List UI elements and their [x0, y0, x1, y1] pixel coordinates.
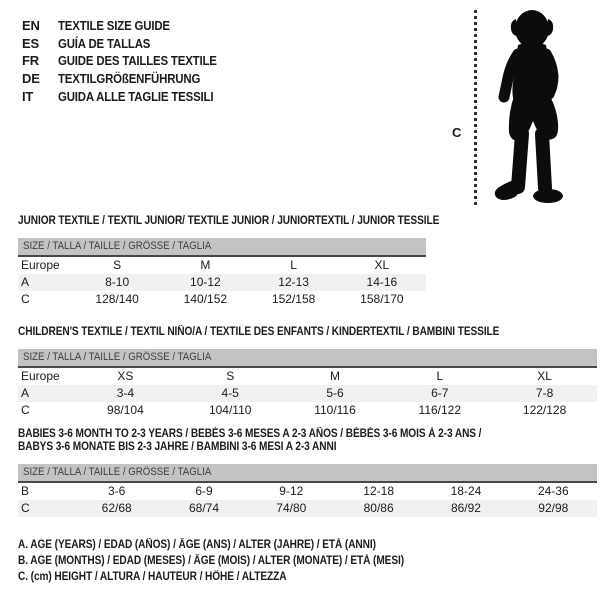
- table-title: [18, 215, 440, 228]
- size-header-bar-text: SIZE / TALLA / TAILLE / GRÖSSE / TAGLIA: [23, 351, 212, 363]
- size-cell: 80/86: [363, 501, 394, 515]
- language-row: [22, 70, 238, 88]
- language-code: EN: [22, 18, 40, 34]
- size-cell: 116/122: [418, 403, 462, 417]
- size-cell: 110/116: [314, 403, 356, 417]
- guide-title: GUIDA ALLE TAGLIE TESSILI: [58, 88, 214, 104]
- row-label: C: [21, 501, 30, 515]
- table-row: [18, 385, 597, 402]
- size-table-children: [18, 326, 597, 419]
- language-code: DE: [22, 71, 40, 87]
- size-cell: S: [113, 258, 122, 272]
- language-row: [22, 87, 238, 105]
- language-row: [22, 17, 238, 35]
- size-cell: 10-12: [190, 275, 221, 289]
- size-table: [18, 238, 426, 308]
- size-cell: 3-6: [107, 484, 126, 498]
- size-cell: 68/74: [188, 501, 219, 515]
- size-cell: 122/128: [522, 403, 567, 417]
- guide-title: GUIDE DES TAILLES TEXTILE: [58, 53, 217, 69]
- table-row: [18, 483, 597, 500]
- size-table-junior: [18, 215, 440, 308]
- size-cell: 9-12: [279, 484, 304, 498]
- size-table: [18, 464, 597, 517]
- size-table: [18, 349, 597, 419]
- size-cell: M: [200, 258, 211, 272]
- size-cell: 158/170: [360, 292, 404, 306]
- toddler-silhouette-icon: [487, 6, 579, 210]
- size-cell: 14-16: [366, 275, 398, 289]
- table-row: [18, 368, 597, 385]
- size-cell: 7-8: [535, 386, 554, 400]
- table-row: [18, 291, 426, 308]
- table-row: [18, 257, 426, 274]
- size-cell: XL: [537, 369, 552, 383]
- size-header-bar: [18, 349, 597, 368]
- row-label: A: [21, 386, 30, 400]
- language-title-block: [22, 17, 238, 105]
- table-row: [18, 402, 597, 419]
- size-cell: 8-10: [105, 275, 130, 289]
- table-title: [18, 428, 597, 441]
- language-code: ES: [22, 35, 39, 51]
- row-label: Europe: [21, 258, 60, 272]
- size-cell: 18-24: [450, 484, 482, 498]
- row-label: A: [21, 275, 30, 289]
- table-title: [18, 441, 597, 454]
- size-table-babies: [18, 428, 597, 517]
- size-cell: 152/158: [271, 292, 316, 306]
- row-label: C: [21, 403, 30, 417]
- size-cell: 24-36: [537, 484, 569, 498]
- footnote-b: B. AGE (MONTHS) / EDAD (MESES) / ÂGE (MOIS) / ALTER (MONATE) / ETÀ (MESI): [18, 555, 405, 567]
- language-code: IT: [22, 88, 34, 104]
- language-row: [22, 52, 238, 70]
- size-cell: 74/80: [276, 501, 307, 515]
- size-header-bar-text: SIZE / TALLA / TAILLE / GRÖSSE / TAGLIA: [23, 240, 212, 252]
- footnotes-block: [18, 537, 457, 585]
- size-header-bar: [18, 464, 597, 483]
- table-title-text: CHILDREN'S TEXTILE / TEXTIL NIÑO/A / TEXTILE DES ENFANTS / KINDERTEXTIL / BAMBINI TESSILE: [18, 326, 500, 338]
- size-cell: 140/152: [183, 292, 228, 306]
- size-cell: 128/140: [95, 292, 139, 306]
- table-title-text: BABYS 3-6 MONATE BIS 2-3 JAHRE / BAMBINI 3-6 MESI A 2-3 ANNI: [18, 441, 337, 453]
- row-label: B: [21, 484, 30, 498]
- row-label: C: [21, 292, 30, 306]
- size-cell: S: [226, 369, 235, 383]
- size-header-bar: [18, 238, 426, 257]
- size-cell: 104/110: [208, 403, 252, 417]
- size-cell: 12-13: [278, 275, 309, 289]
- table-title-text: BABIES 3-6 MONTH TO 2-3 YEARS / BEBÉS 3-6 MESES A 2-3 AÑOS / BÉBÉS 3-6 MOIS À 2-3 ANS /: [18, 428, 482, 440]
- size-cell: 86/92: [450, 501, 481, 515]
- size-cell: 6-7: [431, 386, 449, 400]
- size-cell: 98/104: [107, 403, 144, 417]
- size-cell: XS: [117, 369, 134, 383]
- guide-title: GUÍA DE TALLAS: [58, 35, 151, 51]
- size-cell: 12-18: [363, 484, 394, 498]
- size-cell: L: [436, 369, 444, 383]
- size-cell: 92/98: [538, 501, 569, 515]
- table-title: [18, 326, 597, 339]
- footnote-c: C. (cm) HEIGHT / ALTURA / HAUTEUR / HÖHE / ALTEZZA: [18, 571, 287, 583]
- table-row: [18, 500, 597, 517]
- guide-title: TEXTILE SIZE GUIDE: [58, 18, 170, 34]
- size-cell: 4-5: [221, 386, 239, 400]
- size-cell: 62/68: [101, 501, 132, 515]
- size-cell: M: [329, 369, 340, 383]
- guide-title: TEXTILGRÖßENFÜHRUNG: [58, 71, 201, 87]
- language-code: FR: [22, 53, 39, 69]
- size-cell: 5-6: [326, 386, 344, 400]
- size-header-bar-text: SIZE / TALLA / TAILLE / GRÖSSE / TAGLIA: [23, 466, 212, 478]
- table-row: [18, 274, 426, 291]
- language-row: [22, 35, 238, 53]
- size-cell: L: [290, 258, 297, 272]
- height-measure-label: C: [452, 125, 462, 140]
- size-cell: 3-4: [116, 386, 135, 400]
- size-cell: 6-9: [195, 484, 213, 498]
- height-measure-dashed-line: [474, 10, 477, 208]
- table-title-text: JUNIOR TEXTILE / TEXTIL JUNIOR/ TEXTILE JUNIOR / JUNIORTEXTIL / JUNIOR TESSILE: [18, 215, 440, 227]
- row-label: Europe: [21, 369, 60, 383]
- size-cell: XL: [374, 258, 390, 272]
- footnote-a: A. AGE (YEARS) / EDAD (AÑOS) / ÂGE (ANS) / ALTER (JAHRE) / ETÀ (ANNI): [18, 539, 376, 551]
